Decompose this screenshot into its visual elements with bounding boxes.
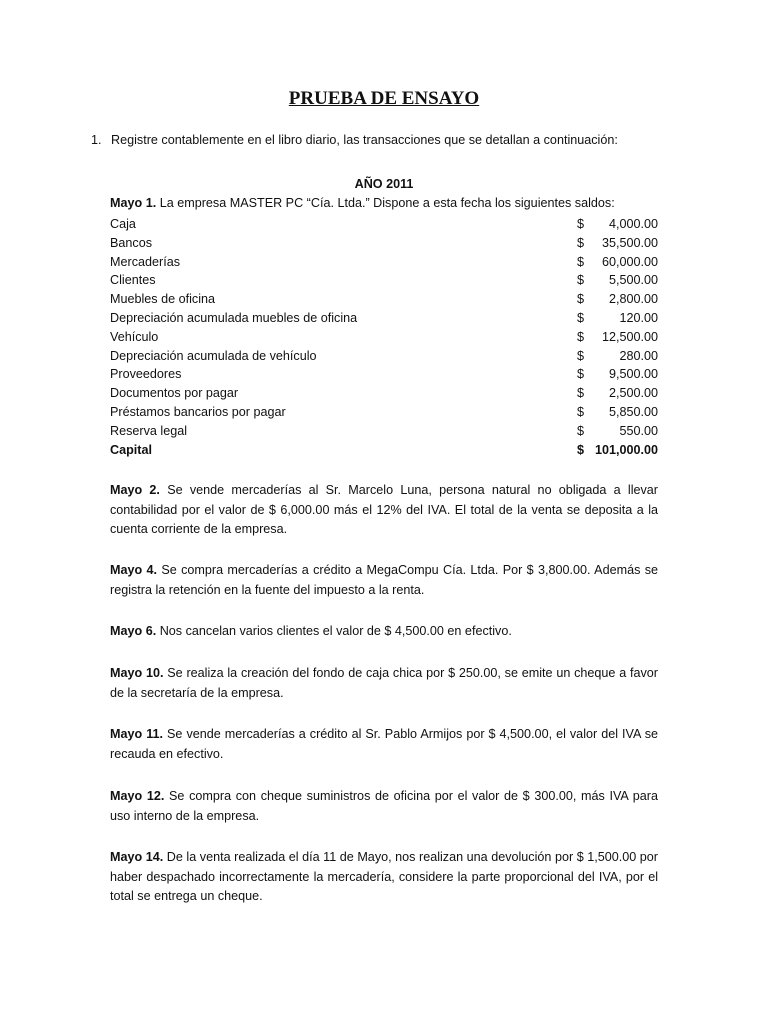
balance-currency: $ xyxy=(577,386,585,401)
balance-row-capital xyxy=(110,441,658,460)
balance-list xyxy=(110,215,658,459)
balance-row xyxy=(110,384,658,403)
balance-row xyxy=(110,365,658,384)
balance-amount: 35,500.00 xyxy=(601,235,658,250)
transaction-may-11 xyxy=(110,725,658,764)
transaction-may-10 xyxy=(110,664,658,703)
transaction-text: Se realiza la creación del fondo de caja chica por $ 250.00, se emite un cheque a favor de la secretaría de la empresa. xyxy=(110,666,659,700)
transaction-text: Nos cancelan varios clientes el valor de $ 4,500.00 en efectivo. xyxy=(159,624,512,638)
balance-label: Reserva legal xyxy=(110,423,188,438)
balance-row xyxy=(110,253,658,272)
question-number: 1. xyxy=(91,133,102,147)
balance-row xyxy=(110,328,658,347)
balance-currency: $ xyxy=(577,329,585,344)
balance-amount: 12,500.00 xyxy=(601,329,658,344)
balance-label: Clientes xyxy=(110,273,156,288)
year-heading: AÑO 2011 xyxy=(354,177,414,191)
balance-label: Caja xyxy=(110,217,136,231)
transaction-may-6 xyxy=(110,622,658,642)
balance-row xyxy=(110,271,658,290)
balance-label: Mercaderías xyxy=(110,254,180,269)
opening-entry xyxy=(110,194,670,212)
balance-currency: $ xyxy=(577,273,585,288)
balance-amount: 5,850.00 xyxy=(608,404,658,419)
transaction-day: Mayo 6. xyxy=(110,624,157,638)
balance-label: Depreciación acumulada muebles de oficina xyxy=(110,310,358,325)
balance-currency: $ xyxy=(577,423,585,438)
balance-currency: $ xyxy=(577,367,585,382)
balance-row xyxy=(110,234,658,253)
balance-currency: $ xyxy=(577,442,585,457)
transaction-day: Mayo 10. xyxy=(110,666,164,680)
balance-row xyxy=(110,309,658,328)
question-text: Registre contablemente en el libro diario, las transacciones que se detallan a continuación: xyxy=(111,133,618,147)
balance-label: Capital xyxy=(110,442,152,457)
balance-amount: 5,500.00 xyxy=(608,273,658,288)
transaction-may-2 xyxy=(110,481,658,540)
balance-amount: 9,500.00 xyxy=(608,367,658,382)
transaction-day: Mayo 12. xyxy=(110,789,165,803)
transaction-day: Mayo 14. xyxy=(110,850,164,864)
balance-row xyxy=(110,403,658,422)
balance-row xyxy=(110,422,658,441)
balance-amount: 550.00 xyxy=(619,423,658,438)
balance-label: Préstamos bancarios por pagar xyxy=(110,404,286,419)
transaction-text: Se compra mercaderías a crédito a MegaCompu Cía. Ltda. Por $ 3,800.00. Además se registra la retención en la fuente del impuesto a la renta. xyxy=(110,563,658,597)
transaction-day: Mayo 4. xyxy=(110,563,158,577)
balance-amount: 120.00 xyxy=(619,310,658,325)
balance-currency: $ xyxy=(577,310,585,325)
transaction-may-12 xyxy=(110,787,658,826)
transaction-text: Se compra con cheque suministros de oficina por el valor de $ 300.00, más IVA para uso interno de la empresa. xyxy=(110,789,658,823)
transaction-may-14 xyxy=(110,848,658,907)
balance-amount: 60,000.00 xyxy=(601,254,658,269)
balance-row xyxy=(110,290,658,309)
balance-currency: $ xyxy=(577,217,585,231)
balance-amount: 280.00 xyxy=(619,348,658,363)
transaction-text: Se vende mercaderías a crédito al Sr. Pablo Armijos por $ 4,500.00, el valor del IVA se recauda en efectivo. xyxy=(110,727,658,761)
balance-currency: $ xyxy=(577,292,585,307)
balance-label: Depreciación acumulada de vehículo xyxy=(110,348,317,363)
balance-currency: $ xyxy=(577,348,585,363)
document-title: PRUEBA DE ENSAYO xyxy=(288,88,480,109)
opening-day: Mayo 1. xyxy=(110,196,157,210)
balance-label: Documentos por pagar xyxy=(110,386,239,401)
balance-amount: 4,000.00 xyxy=(608,217,658,231)
transaction-may-4 xyxy=(110,561,658,600)
balance-currency: $ xyxy=(577,404,585,419)
balance-label: Proveedores xyxy=(110,367,182,382)
balance-label: Bancos xyxy=(110,235,153,250)
transaction-day: Mayo 11. xyxy=(110,727,164,741)
question-1 xyxy=(91,131,691,149)
opening-text: La empresa MASTER PC “Cía. Ltda.” Dispone a esta fecha los siguientes saldos: xyxy=(159,196,615,210)
balance-amount: 101,000.00 xyxy=(594,442,658,457)
transaction-text: De la venta realizada el día 11 de Mayo, nos realizan una devolución por $ 1,500.00 por haber despachado incorrectamente la mercadería, considere la parte proporcional del IVA, por el total se entrega un cheque. xyxy=(110,850,658,903)
balance-row xyxy=(110,215,658,234)
balance-label: Muebles de oficina xyxy=(110,292,216,307)
balance-amount: 2,800.00 xyxy=(608,292,658,307)
balance-label: Vehículo xyxy=(110,329,159,344)
balance-row xyxy=(110,347,658,366)
balance-amount: 2,500.00 xyxy=(608,386,658,401)
transaction-text: Se vende mercaderías al Sr. Marcelo Luna, persona natural no obligada a llevar contabilidad por el valor de $ 6,000.00 más el 12% del IVA. El total de la venta se deposita a la cuenta corriente de la empresa. xyxy=(110,483,658,536)
balance-currency: $ xyxy=(577,254,585,269)
balance-currency: $ xyxy=(577,235,585,250)
transaction-day: Mayo 2. xyxy=(110,483,160,497)
